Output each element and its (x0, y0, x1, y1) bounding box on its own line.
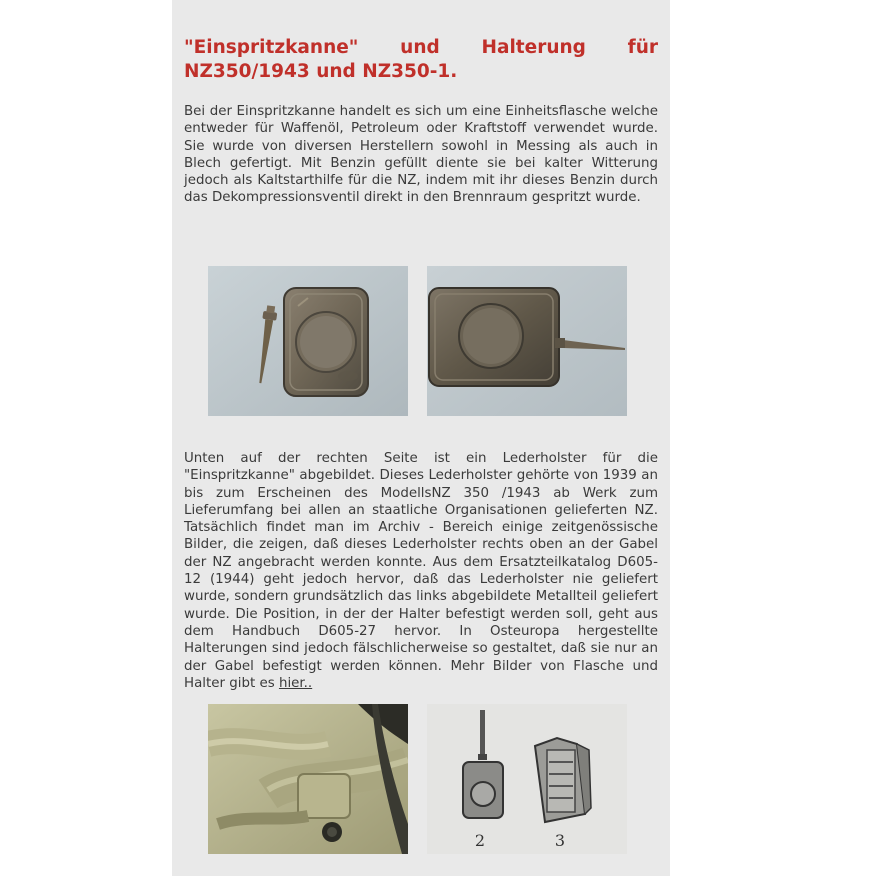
paragraph-holster-text: Unten auf der rechten Seite ist ein Lederholster für die "Einspritzkanne" abgebildet. Dieses Lederholster gehörte von 1939 an bis zum Erscheinen des ModellsNZ 350 /1943 ab Werk zum Lieferumfang bei allen an staatliche Organisationen gelieferten NZ. Tatsächlich findet man im Archiv - Bereich einige zeitgenössische Bilder, die zeigen, daß dieses Lederholster rechts oben an der Gabel der NZ angebracht werden konnte. Aus dem Ersatzteilkatalog D605-12 (1944) geht jedoch hervor, daß das Lederholster nie geliefert wurde, sondern grundsätzlich das links abgebildete Metallteil geliefert wurde. Die Position, in der der Halter befestigt werden soll, geht aus dem Handbuch D605-27 hervor. In Osteuropa hergestellte Halterungen sind jedoch fälschlicherweise so gestaltet, daß sie nur an der Gabel befestigt werden können. Mehr Bilder von Flasche und Halter gibt es (184, 451, 658, 691)
photo-catalog-drawing (427, 704, 627, 854)
photo-mounted-holder (208, 704, 408, 854)
catalog-label-3: 3 (554, 831, 566, 850)
photo-can-with-spout (208, 266, 408, 416)
paragraph-holster (184, 450, 658, 692)
paragraph-intro: Bei der Einspritzkanne handelt es sich um eine Einheitsflasche welche entweder für Waffenöl, Petroleum oder Kraftstoff verwendet wurde. Sie wurde von diversen Herstellern sowohl in Messing als auch in Blech gefertigt. Mit Benzin gefüllt diente sie bei kalter Witterung jedoch als Kaltstarthilfe für die NZ, indem mit ihr dieses Benzin durch das Dekompressionsventil direkt in den Brennraum gespritzt wurde. (184, 104, 658, 206)
article-title: "Einspritzkanne" und Halterung für NZ350/1943 und NZ350-1. (184, 37, 658, 82)
catalog-label-2: 2 (474, 831, 486, 850)
photo-can-with-long-spout (427, 266, 627, 416)
more-pictures-link[interactable]: hier.. (278, 675, 313, 691)
